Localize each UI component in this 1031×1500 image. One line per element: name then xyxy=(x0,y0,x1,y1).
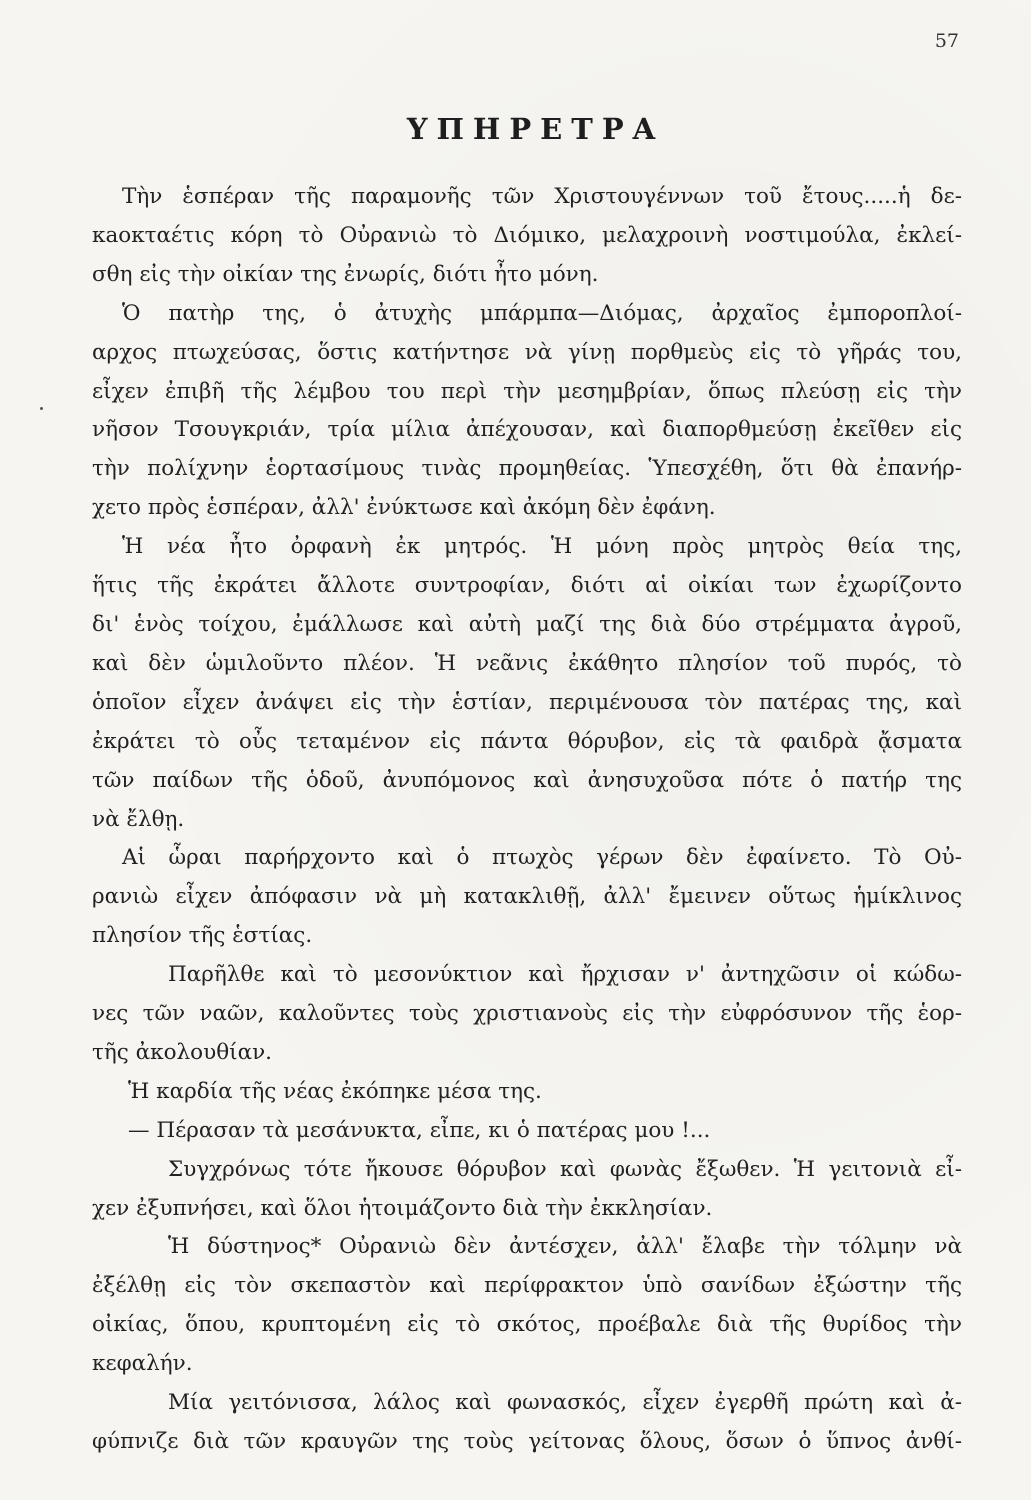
text-line: νὰ ἔλθῃ. xyxy=(92,806,185,832)
ink-speck xyxy=(40,407,43,410)
text-line: χετο πρὸς ἑσπέραν, ἀλλ' ἐνύκτωσε καὶ ἀκόμη δὲν ἐφάνη. xyxy=(92,495,716,521)
page-number: 57 xyxy=(934,30,959,52)
text-line: αρχος πτωχεύσας, ὅστις κατήντησε νὰ γίνῃ πορθμεὺς εἰς τὸ γῆράς του, xyxy=(92,339,962,365)
text-line: εἶχεν ἐπιβῆ τῆς λέμβου του περὶ τὴν μεσημβρίαν, ὅπως πλεύσῃ εἰς τὴν xyxy=(92,378,962,404)
text-line: χεν ἐξυπνήσει, καὶ ὅλοι ἡτοιμάζοντο διὰ τὴν ἐκκλησίαν. xyxy=(92,1195,713,1221)
text-line: τῶν παίδων τῆς ὁδοῦ, ἀνυπόμονος καὶ ἀνησυχοῦσα πότε ὁ πατήρ της xyxy=(92,767,962,793)
text-line: ἐξέλθῃ εἰς τὸν σκεπαστὸν καὶ περίφρακτον ὑπὸ σανίδων ἐξώστην τῆς xyxy=(92,1273,962,1299)
text-line: Μία γειτόνισσα, λάλος καὶ φωνασκός, εἶχεν ἐγερθῆ πρώτη καὶ ἀ- xyxy=(168,1390,962,1416)
text-line: Συγχρόνως τότε ἤκουσε θόρυβον καὶ φωνὰς ἔξωθεν. Ἡ γειτονιὰ εἶ- xyxy=(168,1156,962,1182)
text-line: τὴν πολίχνην ἑορτασίμους τινὰς προμηθείας. Ὑπεσχέθη, ὅτι θὰ ἐπανήρ- xyxy=(92,456,962,482)
text-line: νῆσον Τσουγκριάν, τρία μίλια ἀπέχουσαν, καὶ διαπορθμεύσῃ ἐκεῖθεν εἰς xyxy=(92,417,962,443)
text-line: δι' ἑνὸς τοίχου, ἐμάλλωσε καὶ αὐτὴ μαζί της διὰ δύο στρέμματα ἀγροῦ, xyxy=(92,611,962,637)
text-line: τῆς ἀκολουθίαν. xyxy=(92,1039,272,1065)
text-line: φύπνιζε διὰ τῶν κραυγῶν της τοὺς γείτονας ὅλους, ὅσων ὁ ὕπνος ἀνθί- xyxy=(92,1429,962,1454)
text-line: Παρῆλθε καὶ τὸ μεσονύκτιον καὶ ἤρχισαν ν' ἀντηχῶσιν οἱ κώδω- xyxy=(168,962,962,988)
chapter-title: ΥΠΗΡΕΤΡΑ xyxy=(406,112,665,146)
text-line: νες τῶν ναῶν, καλοῦντες τοὺς χριστιανοὺς εἰς τὴν εὐφρόσυνον τῆς ἑορ- xyxy=(92,1001,962,1027)
text-line: οἰκίας, ὅπου, κρυπτομένη εἰς τὸ σκότος, προέβαλε διὰ τῆς θυρίδος τὴν xyxy=(92,1312,962,1338)
text-line: Ὁ πατὴρ της, ὁ ἀτυχὴς μπάρμπα—Διόμας, ἀρχαῖος ἐμποροπλοί- xyxy=(122,300,962,326)
text-line: κεφαλήν. xyxy=(92,1351,193,1377)
text-line: κaοκταέτις κόρη τὸ Οὐρανιὼ τὸ Διόμικο, μελαχροινὴ νοστιμούλα, ἐκλεί- xyxy=(92,222,962,248)
text-line: ὁποῖον εἶχεν ἀνάψει εἰς τὴν ἑστίαν, περιμένουσα τὸν πατέρας της, καὶ xyxy=(92,689,962,715)
text-line: ἥτις τῆς ἐκράτει ἄλλοτε συντροφίαν, διότι αἱ οἰκίαι των ἐχωρίζοντο xyxy=(92,573,962,599)
text-line: σθη εἰς τὴν οἰκίαν της ἐνωρίς, διότι ἦτο μόνη. xyxy=(92,261,599,287)
text-line: καὶ δὲν ὡμιλοῦντο πλέον. Ἡ νεᾶνις ἐκάθητο πλησίον τοῦ πυρός, τὸ xyxy=(92,650,962,676)
text-line: ρανιὼ εἶχεν ἀπόφασιν νὰ μὴ κατακλιθῇ, ἀλλ' ἔμεινεν οὕτως ἡμίκλινος xyxy=(92,884,962,910)
text-line: Τὴν ἑσπέραν τῆς παραμονῆς τῶν Χριστουγέννων τοῦ ἔτους.....ἡ δε- xyxy=(122,184,962,209)
text-line: — Πέρασαν τὰ μεσάνυκτα, εἶπε, κι ὁ πατέρας μου !... xyxy=(128,1117,711,1143)
body-text xyxy=(92,178,962,1462)
text-line: πλησίον τῆς ἑστίας. xyxy=(92,923,313,949)
text-line: Αἱ ὧραι παρήρχοντο καὶ ὁ πτωχὸς γέρων δὲν ἐφαίνετο. Τὸ Οὐ- xyxy=(122,845,962,871)
text-line: Ἡ καρδία τῆς νέας ἐκόπηκε μέσα της. xyxy=(128,1078,542,1104)
text-line: ἐκράτει τὸ οὖς τεταμένον εἰς πάντα θόρυβον, εἰς τὰ φαιδρὰ ᾄσματα xyxy=(92,728,962,754)
text-line: Ἡ δύστηνος* Οὐρανιὼ δὲν ἀντέσχεν, ἀλλ' ἔλαβε τὴν τόλμην νὰ xyxy=(168,1234,962,1260)
text-line: Ἡ νέα ἦτο ὀρφανὴ ἐκ μητρός. Ἡ μόνη πρὸς μητρὸς θεία της, xyxy=(122,534,962,560)
